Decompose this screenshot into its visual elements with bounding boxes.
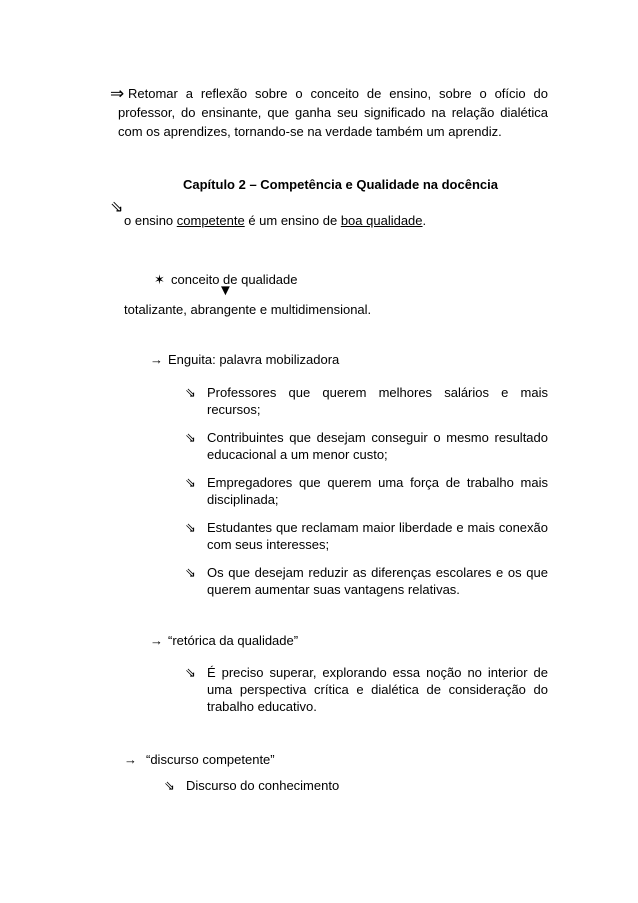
right-arrow-icon: → <box>124 752 137 767</box>
intro-line-3: com os aprendizes, tornando-se na verdade também um aprendiz. <box>118 124 502 139</box>
arrow-down-right-icon: ⇘ <box>185 665 196 680</box>
arrow-down-right-icon: ⇘ <box>185 385 196 400</box>
qualidade-description: totalizante, abrangente e multidimensional. <box>124 302 372 317</box>
list-item: ⇘ Contribuintes que desejam conseguir o mesmo resultado educacional a um menor custo; <box>185 430 548 462</box>
list-item: ⇘ É preciso superar, explorando essa noção no interior de uma perspectiva crítica e dialética de consideração do trabalho educativo. <box>185 665 548 714</box>
list-item: ⇘ Estudantes que reclamam maior liberdade e mais conexão com seus interesses; <box>185 520 548 552</box>
qualidade-label: conceito de qualidade <box>171 272 298 287</box>
intro-line-1: Retomar a reflexão sobre o conceito de ensino, sobre o ofício do <box>128 86 548 101</box>
right-arrow-icon: → <box>150 633 163 648</box>
down-arrow-icon: ▼ <box>218 282 233 299</box>
list-item: ⇘ Discurso do conhecimento <box>164 778 340 793</box>
arrow-down-right-icon: ⇘ <box>185 520 196 535</box>
star-icon: ✶ <box>154 272 165 287</box>
right-arrow-icon: → <box>150 352 163 367</box>
arrow-down-right-icon: ⇘ <box>164 778 175 793</box>
double-arrow-icon: ⇒ <box>110 84 125 103</box>
list-item: ⇘ Professores que querem melhores salários e mais recursos; <box>185 385 548 417</box>
ensino-statement: ⇘ o ensino competente é um ensino de boa qualidade. <box>110 199 427 228</box>
list-item: ⇘ Empregadores que querem uma força de trabalho mais disciplinada; <box>185 475 548 507</box>
intro-line-2: professor, do ensinante, que ganha seu significado na relação dialética <box>118 105 548 120</box>
arrow-down-right-icon: ⇘ <box>185 565 196 580</box>
arrow-down-right-icon: ⇘ <box>185 475 196 490</box>
chapter-title: Capítulo 2 – Competência e Qualidade na docência <box>183 177 498 192</box>
arrow-down-right-icon: ⇘ <box>110 199 124 216</box>
list-item: ⇘ Os que desejam reduzir as diferenças escolares e os que querem aumentar suas vantagens relativas. <box>185 565 548 597</box>
arrow-down-right-icon: ⇘ <box>185 430 196 445</box>
intro-paragraph <box>110 84 548 141</box>
